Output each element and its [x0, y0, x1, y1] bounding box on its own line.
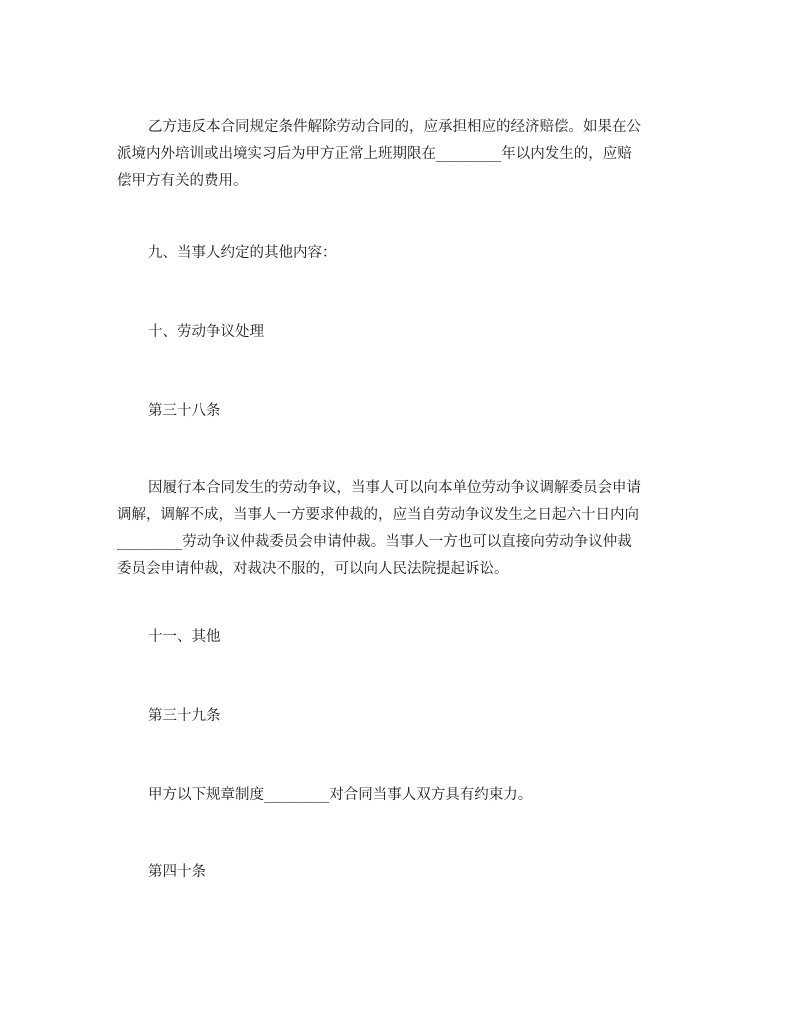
article-heading-38: 第三十八条 [148, 403, 221, 419]
text-line: _________劳动争议仲裁委员会申请仲裁。当事人一方也可以直接向劳动争议仲裁 [117, 534, 632, 550]
section-heading-other: 十一、其他 [148, 629, 221, 645]
text-line: 偿甲方有关的费用。 [117, 173, 248, 189]
article-heading-40: 第四十条 [148, 864, 206, 880]
section-heading-labor-dispute: 十、劳动争议处理 [148, 324, 264, 340]
paragraph-compensation [117, 114, 692, 195]
section-heading-other-terms: 九、当事人约定的其他内容： [148, 245, 337, 261]
text-line: 乙方违反本合同规定条件解除劳动合同的，应承担相应的经济赔偿。如果在公 [148, 119, 641, 135]
text-line: 委员会申请仲裁，对裁决不服的，可以向人民法院提起诉讼。 [117, 561, 509, 577]
paragraph-dispute-resolution [117, 475, 692, 583]
text-line: 因履行本合同发生的劳动争议，当事人可以向本单位劳动争议调解委员会申请 [148, 480, 641, 496]
article-heading-39: 第三十九条 [148, 708, 221, 724]
text-line: 调解，调解不成，当事人一方要求仲裁的，应当自劳动争议发生之日起六十日内向 [117, 507, 639, 523]
paragraph-rules-binding: 甲方以下规章制度_________对合同当事人双方具有约束力。 [148, 787, 533, 803]
text-line: 派境内外培训或出境实习后为甲方正常上班期限在_________年以内发生的，应赔 [117, 146, 632, 162]
